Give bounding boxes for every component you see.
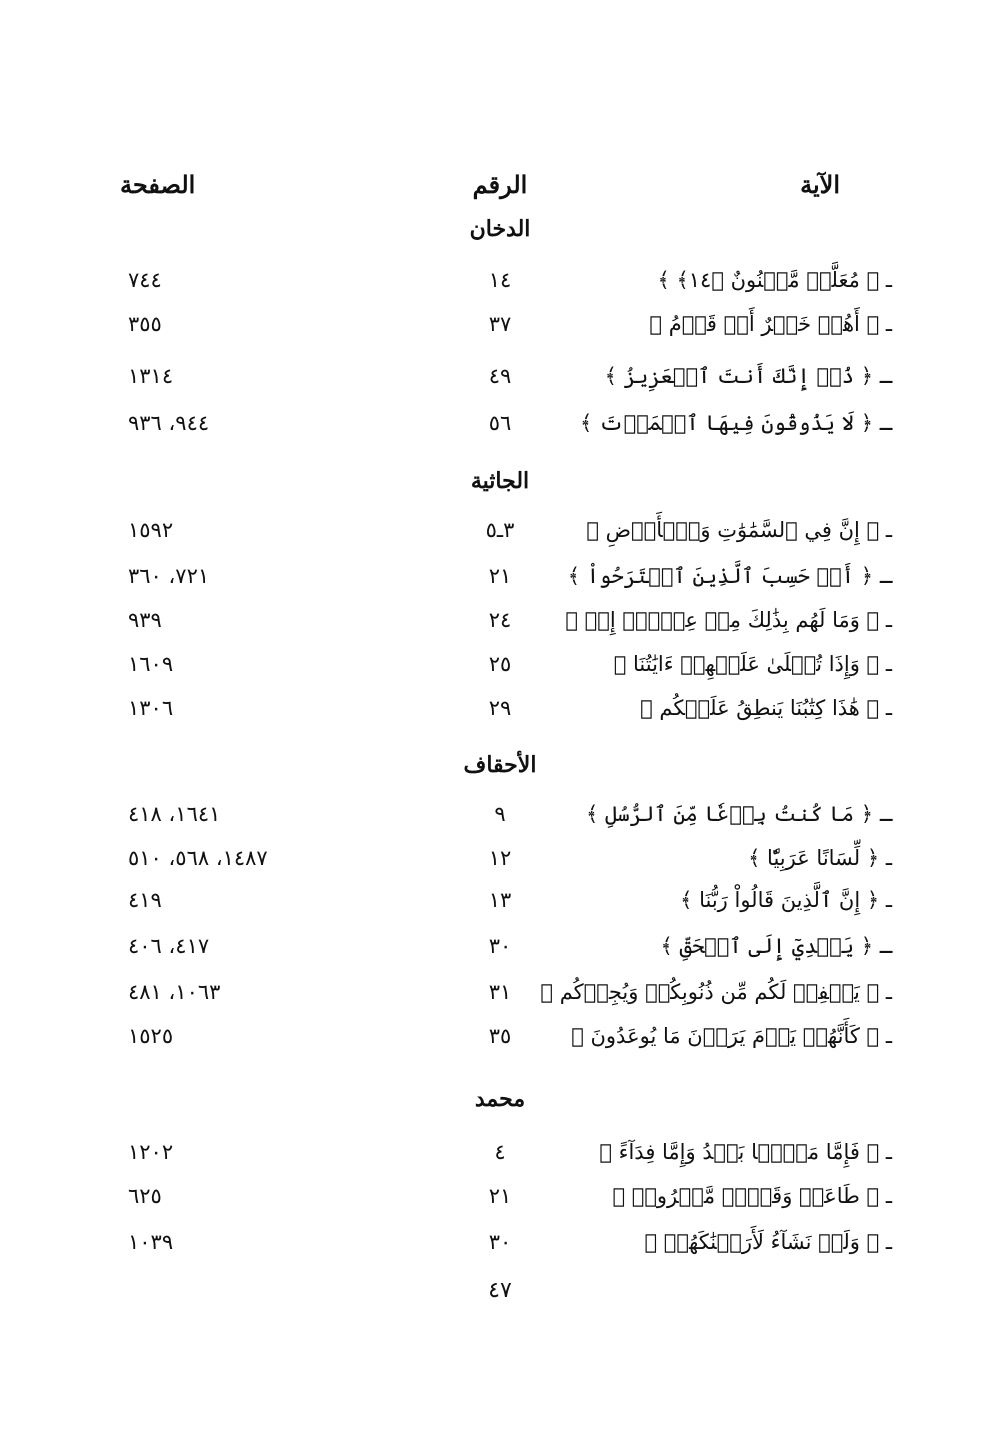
- ayah-text: ـ ﴿ أَهُمۡ خَيۡرٌ أَمۡ قَوۡمُ ﴾: [649, 312, 892, 336]
- table-row: [0, 696, 1000, 740]
- ayah-text: ـ ﴿ لَا يَذُوقُونَ فِيهَا ٱلۡمَوۡتَ ﴾: [580, 411, 892, 435]
- page-refs: ٦٢٥: [128, 1184, 162, 1208]
- page-refs: ٣٥٥: [128, 312, 162, 336]
- ayah-text: ـ ﴿ ذُقۡ إِنَّكَ أَنتَ ٱلۡعَزِيزُ ﴾: [604, 364, 892, 388]
- ayah-number: ٣٥: [488, 1024, 512, 1048]
- page-refs: ١٣٠٦: [128, 696, 174, 720]
- table-row: [0, 980, 1000, 1024]
- page-refs: ١٢٠٢: [128, 1140, 174, 1164]
- section-title: الأحقاف: [463, 752, 537, 778]
- page-refs: ٧٤٤: [128, 268, 162, 292]
- ayah-text: ـ ﴿ أَمۡ حَسِبَ ٱلَّذِينَ ٱجۡتَرَحُواْ ﴾: [567, 564, 892, 588]
- table-row: [0, 312, 1000, 356]
- ayah-number: ٢٥: [488, 652, 512, 676]
- ayah-text: ـ ﴿ مُعَلَّمٞ مَّجۡنُونٌ ﴿١٤﴾ ﴾: [657, 268, 892, 292]
- ayah-number: ٣ـ٥: [485, 518, 515, 542]
- table-row: [0, 364, 1000, 408]
- page-refs: ١٠٣٩: [128, 1230, 174, 1254]
- table-row: [0, 888, 1000, 932]
- page-column-header: الصفحة: [120, 170, 196, 199]
- ayah-number: ٤٩: [488, 364, 512, 388]
- section-title: الدخان: [469, 216, 531, 242]
- page-refs: ٤١٩: [128, 888, 162, 912]
- ayah-number: ٢١: [488, 564, 512, 588]
- ayah-text: ـ ﴿ يَهۡدِيٓ إِلَى ٱلۡحَقِّ ﴾: [660, 934, 892, 958]
- ayah-text: ـ ﴿ وَإِذَا تُتۡلَىٰ عَلَيۡهِمۡ ءَايَٰتُنَا ﴾: [613, 652, 892, 676]
- page-refs: ١٥٩٢: [128, 518, 174, 542]
- ayah-column-header: الآية: [800, 170, 840, 199]
- ayah-number: ٣٠: [488, 934, 512, 958]
- ayah-text: ـ ﴿ وَمَا لَهُم بِذَٰلِكَ مِنۡ عِلۡمٍۖ إِنۡ ﴾: [565, 608, 892, 632]
- page-refs: ١٣١٤: [128, 364, 174, 388]
- ayah-text: ـ ﴿ وَلَوۡ نَشَآءُ لَأَرَيۡنَٰكَهُمۡ ﴾: [644, 1230, 892, 1254]
- ayah-text: ـ ﴿ مَا كُنتُ بِدۡعٗا مِّنَ ٱلرُّسُلِ ﴾: [586, 802, 892, 826]
- ayah-number: ٥٦: [488, 411, 512, 435]
- table-row: [0, 608, 1000, 652]
- ayah-text: ـ ﴿ إِنَّ فِي ٱلسَّمَٰوَٰتِ وَٱلۡأَرۡضِ ﴾: [586, 518, 892, 542]
- page-refs: ١٤٨٧، ٥٦٨، ٥١٠: [128, 846, 268, 870]
- table-row: [0, 1230, 1000, 1274]
- ayah-number: ٣١: [488, 980, 512, 1004]
- table-row: [0, 411, 1000, 455]
- table-row: [0, 934, 1000, 978]
- section-title: الجاثية: [470, 468, 530, 494]
- page-refs: ٩٤٤، ٩٣٦: [128, 411, 210, 435]
- table-row: [0, 1140, 1000, 1184]
- ayah-number: ٣٧: [488, 312, 512, 336]
- ayah-text: ـ ﴿ إِنَّ ٱلَّذِينَ قَالُواْ رَبُّنَا ﴾: [680, 888, 892, 912]
- table-row: [0, 564, 1000, 608]
- ayah-number: ١٣: [488, 888, 512, 912]
- ayah-number: ٢٤: [488, 608, 512, 632]
- ayah-number: ٣٠: [488, 1230, 512, 1254]
- page-refs: ٩٣٩: [128, 608, 162, 632]
- table-row: [0, 846, 1000, 890]
- page-refs: ١٥٢٥: [128, 1024, 174, 1048]
- ayah-number: ٢٩: [488, 696, 512, 720]
- table-row: [0, 518, 1000, 562]
- table-row: [0, 1024, 1000, 1068]
- table-row: [0, 1184, 1000, 1228]
- page-refs: ١٠٦٣، ٤٨١: [128, 980, 221, 1004]
- page-refs: ١٦٤١، ٤١٨: [128, 802, 221, 826]
- ayah-text: ـ ﴿ فَإِمَّا مَنَّۢا بَعۡدُ وَإِمَّا فِدَآءً ﴾: [599, 1140, 892, 1164]
- ayah-text: ـ ﴿ طَاعَةٞ وَقَوۡلٞ مَّعۡرُوفٞ ﴾: [612, 1184, 892, 1208]
- page-refs: ٤١٧، ٤٠٦: [128, 934, 210, 958]
- section-title: محمد: [474, 1086, 526, 1112]
- ayah-number: ٩: [494, 802, 506, 826]
- page-number: ٤٧: [488, 1278, 512, 1303]
- table-row: [0, 802, 1000, 846]
- ayah-text: ـ ﴿ كَأَنَّهُمۡ يَوۡمَ يَرَوۡنَ مَا يُوعَدُونَ ﴾: [571, 1024, 892, 1048]
- ayah-text: ـ ﴿ لِّسَانًا عَرَبِيّٗا ﴾: [748, 846, 892, 870]
- page-refs: ١٦٠٩: [128, 652, 174, 676]
- table-header: [0, 170, 1000, 210]
- ayah-text: ـ ﴿ يَغۡفِرۡ لَكُم مِّن ذُنُوبِكُمۡ وَيُجِرۡكُم ﴾: [540, 980, 892, 1004]
- ayah-number: ١٢: [488, 846, 512, 870]
- ayah-text: ـ ﴿ هَٰذَا كِتَٰبُنَا يَنطِقُ عَلَيۡكُم ﴾: [640, 696, 892, 720]
- number-column-header: الرقم: [472, 170, 528, 199]
- ayah-number: ٢١: [488, 1184, 512, 1208]
- table-row: [0, 268, 1000, 312]
- ayah-number: ٤: [494, 1140, 506, 1164]
- ayah-number: ١٤: [488, 268, 512, 292]
- page-refs: ٧٢١، ٣٦٠: [128, 564, 210, 588]
- table-row: [0, 652, 1000, 696]
